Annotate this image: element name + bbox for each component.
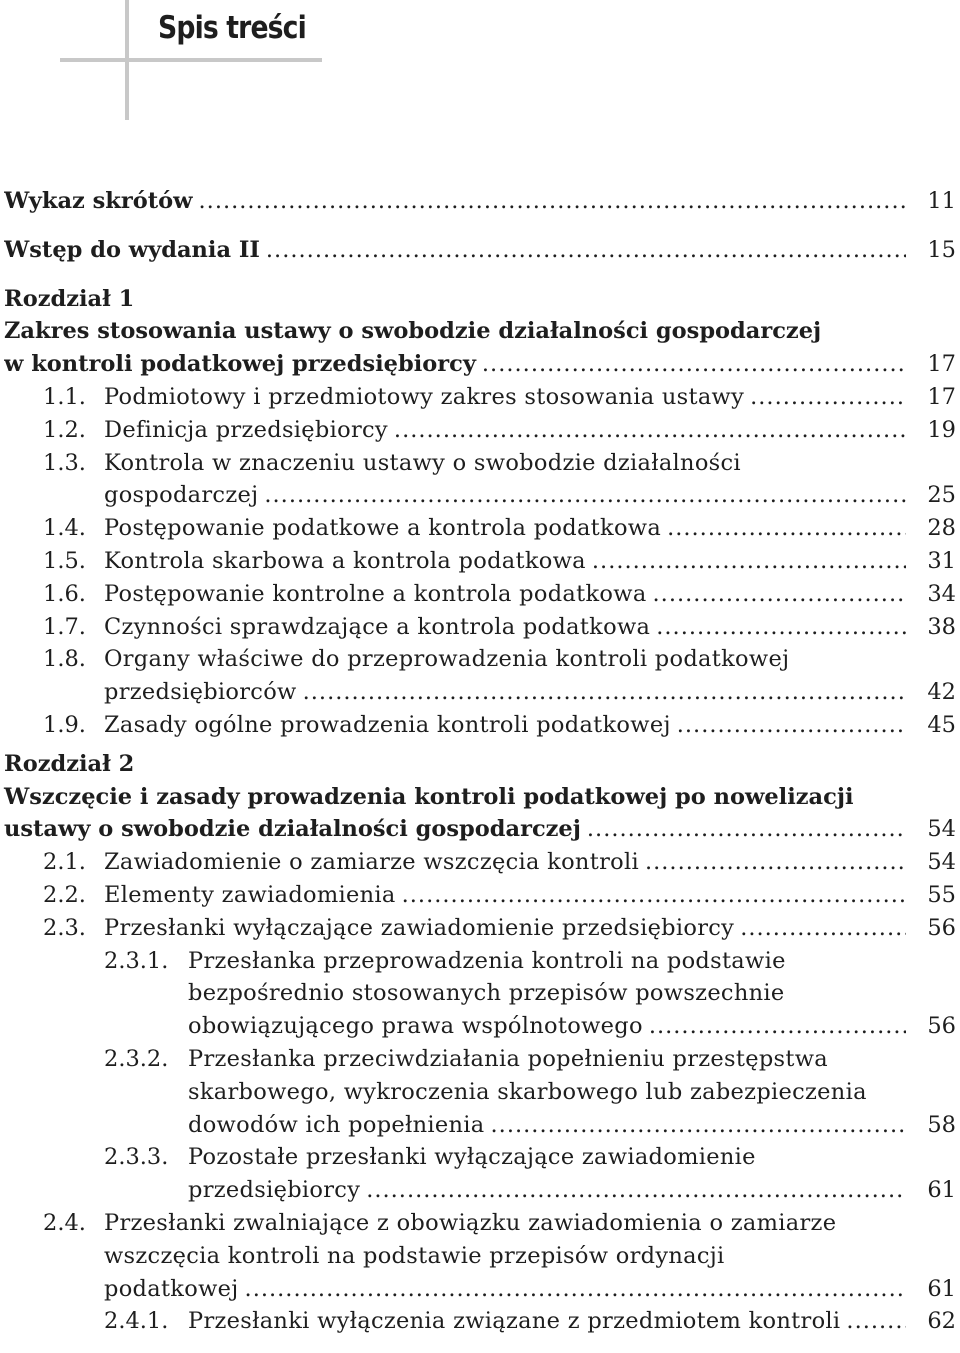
toc-entry-2-4-line[interactable]	[4, 1207, 956, 1240]
toc-page-number: 34	[927, 580, 956, 607]
dot-leader	[297, 676, 906, 709]
section-number: 2.3.3.	[104, 1144, 169, 1171]
toc-page-number: 17	[927, 351, 956, 378]
toc-entry-title: Postępowanie kontrolne a kontrola podatkowa	[104, 580, 647, 607]
toc-page-number: 54	[927, 816, 956, 843]
toc-entry-2-3-1-line[interactable]	[4, 945, 956, 978]
section-number: 2.4.1.	[104, 1308, 169, 1335]
toc-entry-title: Kontrola skarbowa a kontrola podatkowa	[104, 547, 586, 574]
toc-entry-chapter-1[interactable]	[4, 348, 956, 381]
toc-entry-title-line: bezpośrednio stosowanych przepisów powszechnie	[188, 980, 785, 1007]
dot-leader	[360, 1174, 906, 1207]
dot-leader	[661, 512, 906, 545]
dot-leader	[639, 846, 906, 879]
toc-entry-2-3[interactable]	[4, 912, 956, 945]
chapter-2-title-line: Wszczęcie i zasady prowadzenia kontroli podatkowej po nowelizacji	[4, 783, 854, 810]
chapter-2-label: Rozdział 2	[4, 750, 135, 777]
toc-entry-1-8-line[interactable]	[4, 643, 956, 676]
chapter-1-title-line: Zakres stosowania ustawy o swobodzie działalności gospodarczej	[4, 318, 822, 345]
dot-leader	[650, 611, 906, 644]
toc-entry-title-line: Kontrola w znaczeniu ustawy o swobodzie działalności	[104, 449, 741, 476]
toc-page-number: 62	[927, 1308, 956, 1335]
toc-entry-title-line: Przesłanka przeciwdziałania popełnieniu przestępstwa	[188, 1045, 829, 1072]
dot-leader	[193, 185, 906, 218]
toc-page-number: 31	[927, 547, 956, 574]
section-number: 1.4.	[43, 515, 86, 542]
dot-leader	[260, 234, 906, 267]
section-number: 1.5.	[43, 547, 86, 574]
toc-entry-title: Definicja przedsiębiorcy	[104, 416, 388, 443]
toc-page-number: 42	[927, 679, 956, 706]
toc-entry-1-9[interactable]	[4, 709, 956, 742]
section-number: 1.8.	[43, 646, 86, 673]
toc-entry-title: Podmiotowy i przedmiotowy zakres stosowania ustawy	[104, 383, 745, 410]
toc-entry-1-2[interactable]	[4, 414, 956, 447]
toc-page-number: 28	[927, 515, 956, 542]
section-number: 2.2.	[43, 881, 86, 908]
table-of-contents	[4, 185, 956, 1338]
toc-entry-1-6[interactable]	[4, 578, 956, 611]
toc-entry-1-8[interactable]	[4, 676, 956, 709]
section-number: 1.9.	[43, 711, 86, 738]
toc-entry-1-3[interactable]	[4, 479, 956, 512]
toc-entry-title: Zawiadomienie o zamiarze wszczęcia kontroli	[104, 849, 639, 876]
toc-entry-2-3-2-line[interactable]	[4, 1043, 956, 1076]
toc-page-number: 61	[927, 1177, 956, 1204]
dot-leader	[734, 912, 906, 945]
section-number: 1.1.	[43, 383, 86, 410]
toc-entry-2-2[interactable]	[4, 879, 956, 912]
toc-entry-title: w kontroli podatkowej przedsiębiorcy	[4, 351, 476, 378]
toc-entry-2-3-1-line[interactable]	[4, 977, 956, 1010]
toc-page-number: 56	[927, 914, 956, 941]
toc-entry-2-3-2-line[interactable]	[4, 1076, 956, 1109]
toc-entry-title-line: Przesłanka przeprowadzenia kontroli na podstawie	[188, 947, 786, 974]
toc-page-number: 45	[927, 711, 956, 738]
toc-entry-title: obowiązującego prawa wspólnotowego	[188, 1013, 643, 1040]
section-number: 1.2.	[43, 416, 86, 443]
toc-entry-title-line: skarbowego, wykroczenia skarbowego lub zabezpieczenia	[188, 1078, 867, 1105]
toc-entry-1-5[interactable]	[4, 545, 956, 578]
toc-entry-title-line: Pozostałe przesłanki wyłączające zawiadomienie	[188, 1144, 756, 1171]
toc-entry-2-3-1[interactable]	[4, 1010, 956, 1043]
toc-entry-title: Przesłanki wyłączające zawiadomienie przedsiębiorcy	[104, 914, 735, 941]
toc-entry-title-line: Organy właściwe do przeprowadzenia kontroli podatkowej	[104, 646, 790, 673]
section-number: 2.3.1.	[104, 947, 169, 974]
toc-entry-title: Wykaz skrótów	[4, 188, 193, 214]
section-number: 2.1.	[43, 849, 86, 876]
toc-page-number: 54	[927, 849, 956, 876]
page-title: Spis treści	[158, 10, 306, 46]
toc-entry-chapter-2[interactable]	[4, 813, 956, 846]
dot-leader	[744, 381, 906, 414]
toc-entry-title: Zasady ogólne prowadzenia kontroli podatkowej	[104, 711, 671, 738]
dot-leader	[647, 578, 906, 611]
toc-page-number: 56	[927, 1013, 956, 1040]
dot-leader	[258, 479, 906, 512]
dot-leader	[485, 1109, 906, 1142]
dot-leader	[840, 1305, 906, 1338]
toc-entry-1-7[interactable]	[4, 611, 956, 644]
toc-page-number: 25	[927, 482, 956, 509]
dot-leader	[476, 348, 906, 381]
toc-entry-wykaz-skrotow[interactable]	[4, 185, 956, 218]
dot-leader	[239, 1273, 906, 1306]
section-number: 1.3.	[43, 449, 86, 476]
toc-entry-title: Przesłanki wyłączenia związane z przedmiotem kontroli	[188, 1308, 841, 1335]
section-number: 2.4.	[43, 1209, 86, 1236]
chapter-1-label: Rozdział 1	[4, 285, 135, 312]
toc-entry-title: ustawy o swobodzie działalności gospodarczej	[4, 816, 581, 843]
toc-entry-1-3-line[interactable]	[4, 447, 956, 480]
toc-entry-title: Elementy zawiadomienia	[104, 881, 396, 908]
toc-entry-title: dowodów ich popełnienia	[188, 1111, 485, 1138]
dot-leader	[388, 414, 906, 447]
toc-entry-title: Wstęp do wydania II	[4, 236, 260, 263]
toc-entry-title: gospodarczej	[104, 482, 259, 509]
toc-page-number: 38	[927, 613, 956, 640]
toc-page-number: 19	[927, 416, 956, 443]
toc-page-number: 55	[927, 881, 956, 908]
dot-leader	[643, 1010, 906, 1043]
dot-leader	[586, 545, 906, 578]
toc-entry-2-4[interactable]	[4, 1273, 956, 1306]
toc-entry-2-3-2[interactable]	[4, 1109, 956, 1142]
toc-entry-2-4-1[interactable]	[4, 1305, 956, 1338]
dot-leader	[671, 709, 906, 742]
toc-entry-title: podatkowej	[104, 1275, 239, 1302]
toc-entry-title-line: Przesłanki zwalniające z obowiązku zawiadomienia o zamiarze	[104, 1209, 837, 1236]
toc-entry-title: przedsiębiorcy	[188, 1177, 361, 1204]
header-horizontal-rule	[60, 58, 322, 62]
toc-entry-2-3-3-line[interactable]	[4, 1141, 956, 1174]
section-number: 1.7.	[43, 613, 86, 640]
toc-entry-title-line: wszczęcia kontroli na podstawie przepisów ordynacji	[104, 1242, 725, 1269]
section-number: 2.3.2.	[104, 1045, 169, 1072]
dot-leader	[396, 879, 906, 912]
toc-entry-wstep[interactable]	[4, 234, 956, 267]
toc-page-number: 11	[927, 188, 956, 214]
section-number: 1.6.	[43, 580, 86, 607]
toc-page-number: 58	[927, 1111, 956, 1138]
dot-leader	[581, 813, 906, 846]
toc-page-number: 15	[927, 236, 956, 263]
toc-entry-title: Postępowanie podatkowe a kontrola podatkowa	[104, 515, 662, 542]
toc-page-number: 17	[927, 383, 956, 410]
section-number: 2.3.	[43, 914, 86, 941]
toc-entry-1-4[interactable]	[4, 512, 956, 545]
toc-entry-2-3-3[interactable]	[4, 1174, 956, 1207]
toc-entry-1-1[interactable]	[4, 381, 956, 414]
toc-page-number: 61	[927, 1275, 956, 1302]
toc-entry-title: przedsiębiorców	[104, 679, 297, 706]
toc-entry-title: Czynności sprawdzające a kontrola podatkowa	[104, 613, 651, 640]
toc-entry-2-1[interactable]	[4, 846, 956, 879]
toc-entry-2-4-line[interactable]	[4, 1240, 956, 1273]
